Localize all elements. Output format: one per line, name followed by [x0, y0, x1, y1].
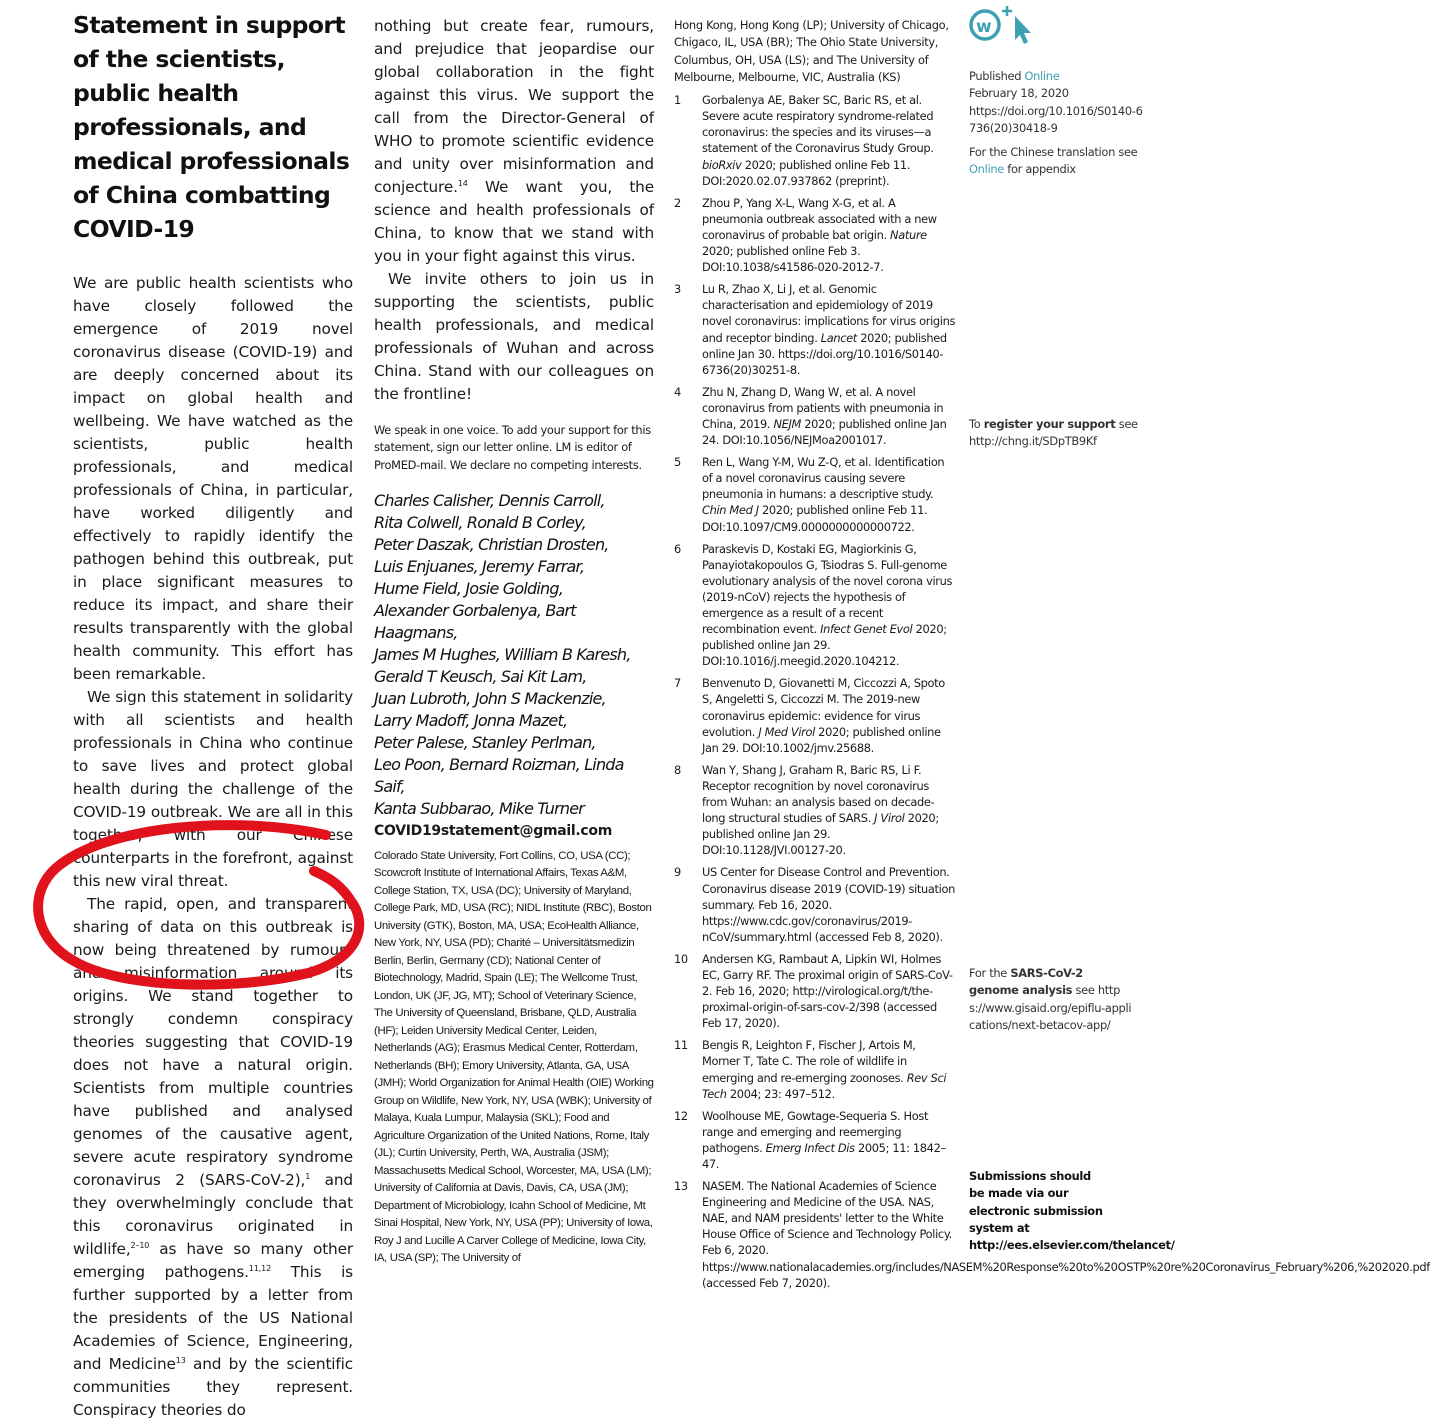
affiliations: Colorado State University, Fort Collins, CO, USA (CC); Scowcroft Institute of International Affairs, Texas A&M, College Station, TX, USA (DC); University of Maryland, College Park, MD, USA (RC); NIDL Institute (RBC), Boston University (GTK), Boston, MA, USA; EcoHealth Alliance, New York, NY, USA (PD); Charité – Universitätsmedizin Berlin, Berlin, Germany (CD); National Center of Biotechnology, Madrid, Spain (LE); The Wellcome Trust, London, UK (JF, JG, MT); School of Veterinary Science, The University of Queensland, Brisbane, QLD, Australia (HF); Leiden University Medical Center, Leiden, Netherlands (AG); Erasmus Medical Center, Rotterdam, Netherlands (BH); Emory University, Atlanta, GA, USA (JMH); World Organization for Animal Health (OIE) Working Group on Wildlife, New York, NY, USA (WBK); University of Malaya, Kuala Lumpur, Malaysia (SKL); Food and Agriculture Organization of the United Nations, Rome, Italy (JL); Curtin University, Perth, WA, Australia (JSM); Massachusetts Medical School, Worcester, MA, USA (LM); University of California at Davis, Davis, CA, USA (JM); Department of Microbiology, Icahn School of Medicine, Mt Sinai Hospital, New York, NY, USA (PP); University of Iowa, Roy J and Lucille A Carver College of Medicine, Iowa City, IA, USA (SP); The University of [374, 849, 654, 1265]
reference-text: Wan Y, Shang J, Graham R, Baric RS, Li F. Receptor recognition by novel coronavirus from Wuhan: an analysis based on decade-long structural studies of SARS. [702, 762, 935, 826]
published-line [969, 68, 1149, 85]
reference-details: 2020; published online Jan 29. DOI:10.1016/j.meegid.2020.104212. [702, 622, 947, 669]
reference-text: Paraskevis D, Kostaki EG, Magiorkinis G, Panayiotakopoulos G, Tsiodras S. Full-genome evolutionary analysis of the novel corona virus (2019-nCoV) rejects the hypothesis of emergence as a result of a recent recombination event. [702, 541, 953, 637]
signer-line: Hume Field, Josie Golding, [374, 578, 563, 598]
text-span: nothing but create fear, rumours, and prejudice that jeopardise our global collaboration in the fight against this virus. We support the call from the Director-General of WHO to promote scientific evidence and unity over misinformation and conjecture. [374, 17, 654, 196]
citation: 13 [175, 1355, 186, 1365]
reference-text: Andersen KG, Rambaut A, Lipkin WI, Holmes EC, Garry RF. The proximal origin of SARS-CoV-2. Feb 16, 2020; http://virological.org/t/the-proximal-origin-of-sars-cov-2/398 (accessed Feb 17, 2020). [702, 951, 953, 1031]
signer-line: James M Hughes, William B Karesh, [374, 644, 631, 664]
chinese-pre: For the Chinese translation see [969, 145, 1138, 160]
doi-link[interactable]: https://doi.org/10.1016/S0140-6736(20)30418-9 [969, 103, 1143, 135]
reference-journal: Emerg Infect Dis [765, 1140, 855, 1155]
reference-number: 2 [674, 195, 681, 210]
chinese-online-link[interactable]: Online [969, 162, 1004, 177]
genome-pre: For the [969, 966, 1011, 980]
reference-details: 2020; published online Feb 11. DOI:2020.02.07.937862 (preprint). [702, 157, 910, 188]
text-span: The rapid, open, and transparent sharing of data on this outbreak is now being threatened by rumours and misinformation around its origins. We stand together to strongly condemn conspiracy theories suggesting that COVID-19 does not have a natural origin. Scientists from multiple countries have published and analysed genomes of the causative agent, severe acute respiratory syndrome coronavirus 2 (SARS-CoV-2), [73, 895, 353, 1189]
publication-info [969, 68, 1149, 179]
text-span: This is further supported by a letter from the presidents of the US National Academies of Science, Engineering, and Medicine [73, 1263, 353, 1373]
reference-item [674, 675, 956, 755]
citation: 2–10 [130, 1240, 150, 1250]
text-span: and by the scientific communities they represent. Conspiracy theories do [73, 1355, 353, 1419]
reference-number: 4 [674, 384, 681, 399]
reference-text: Zhu N, Zhang D, Wang W, et al. A novel coronavirus from patients with pneumonia in China, 2019. [702, 384, 944, 431]
published-date: February 18, 2020 [969, 86, 1069, 101]
reference-item [674, 1037, 956, 1101]
reference-item [674, 762, 956, 859]
article-title: Statement in support of the scientists, public health professionals, and medical professionals of China combatting COVID-19 [73, 11, 350, 243]
reference-number: 6 [674, 541, 681, 556]
web-extra-logo-icon [969, 2, 1039, 46]
reference-item [674, 864, 956, 944]
declaration: We speak in one voice. To add your support for this statement, sign our letter online. LM is editor of ProMED-mail. We declare no competing interests. [374, 423, 651, 472]
reference-text: Woolhouse ME, Gowtage-Sequeria S. Host range and emerging and reemerging pathogens. [702, 1108, 929, 1155]
reference-details: 2020; published online Jan 24. DOI:10.1056/NEJMoa2001017. [702, 416, 947, 448]
submissions-note: Submissions should be made via our electronic submission system at http://ees.elsevier.com/thelancet/ [969, 1169, 1175, 1253]
genome-analysis-note [969, 965, 1134, 1034]
paragraph-5: We invite others to join us in supporting the scientists, public health professionals, and medical professionals of Wuhan and across China. Stand with our colleagues on the frontline! [374, 270, 654, 403]
published-online-link[interactable]: Online [1024, 69, 1060, 83]
reference-text: Benvenuto D, Giovanetti M, Ciccozzi A, Spoto S, Angeletti S, Ciccozzi M. The 2019-new coronavirus epidemic: evidence for virus evolution. [702, 676, 945, 739]
signer-line: Larry Madoff, Jonna Mazet, [374, 710, 568, 730]
reference-journal: Lancet [820, 330, 857, 345]
reference-journal: Chin Med J [702, 503, 759, 518]
signer-line: Kanta Subbarao, Mike Turner [374, 798, 585, 818]
reference-number: 5 [674, 455, 681, 470]
reference-details: 2020; published online Jan 29. DOI:10.1128/JVI.00127-20. [702, 811, 939, 858]
reference-details: 2020; published online Jan 30. https://doi.org/10.1016/S0140-6736(20)30251-8. [702, 330, 947, 377]
reference-journal: bioRxiv [702, 157, 742, 172]
signer-line: Juan Lubroth, John S Mackenzie, [374, 688, 606, 708]
paragraph-4 [374, 15, 654, 268]
reference-number: 1 [674, 93, 681, 108]
chinese-post: for appendix [1003, 162, 1076, 177]
reference-details: 2005; 11: 1842–47. [702, 1140, 946, 1171]
reference-journal: Rev Sci Tech [702, 1070, 947, 1101]
register-support-note [969, 416, 1149, 451]
citation: 1 [305, 1171, 311, 1181]
reference-number: 10 [674, 951, 688, 966]
reference-text: Zhou P, Yang X-L, Wang X-G, et al. A pneumonia outbreak associated with a new coronavirus of probable bat origin. [702, 195, 937, 242]
signer-line: Peter Daszak, Christian Drosten, [374, 534, 609, 554]
reference-text: Ren L, Wang Y-M, Wu Z-Q, et al. Identification of a novel coronavirus causing severe pneumonia in humans: a descriptive study. [702, 455, 945, 502]
register-url[interactable]: http://chng.it/SDpTB9Kf [969, 434, 1097, 449]
reference-number: 3 [674, 282, 681, 297]
reference-number: 7 [674, 676, 681, 691]
signer-line: Rita Colwell, Ronald B Corley, [374, 512, 586, 532]
genome-bold: SARS-CoV-2 genome analysis [969, 966, 1083, 998]
reference-text: NASEM. The National Academies of Science Engineering and Medicine of the USA. NAS, NAE, and NAM presidents' letter to the White House Office of Science and Technology Policy. Feb 6, 2020. https://www.nationalacademies.org/includes/NASEM%20Response%20to%20OSTP%20re%20Coronavirus_February%206,%202020.pdf (accessed Feb 7, 2020). [702, 1179, 1430, 1290]
reference-number: 11 [674, 1038, 688, 1053]
reference-details: 2020; published online Feb 3. DOI:10.1038/s41586-020-2012-7. [702, 244, 884, 275]
reference-number: 12 [674, 1108, 688, 1123]
reference-journal: Infect Genet Evol [820, 622, 913, 637]
reference-text: Bengis R, Leighton F, Fischer J, Artois M, Morner T, Tate C. The role of wildlife in emerging and re-emerging zoonoses. [702, 1038, 916, 1085]
reference-text: US Center for Disease Control and Prevention. Coronavirus disease 2019 (COVID-19) situation summary. Feb 16, 2020. https://www.cdc.gov/coronavirus/2019-nCoV/summary.html (accessed Feb 8, 2020). [702, 865, 955, 944]
paragraph-1: We are public health scientists who have closely followed the emergence of 2019 novel coronavirus disease (COVID-19) and are deeply concerned about its impact on global health and wellbeing. We have watched as the scientists, public health professionals, and medical professionals of China, in particular, have worked diligently and effectively to rapidly identify the pathogen behind this outbreak, put in place significant measures to reduce its impact, and share their results transparently with the global health community. This effort has been remarkable. [73, 274, 353, 683]
register-bold: register your support [983, 417, 1116, 431]
reference-item [674, 454, 956, 534]
text-span: and they overwhelmingly conclude that this coronavirus originated in wildlife, [73, 1171, 353, 1258]
reference-journal: Nature [890, 227, 927, 242]
published-label: Published [969, 69, 1025, 83]
column-1 [73, 0, 353, 1422]
signer-line: Leo Poon, Bernard Roizman, Linda Saif, [374, 754, 624, 796]
reference-item [674, 541, 956, 670]
text-span: We want you, the science and health professionals of China, to know that we stand with you in your fight against this virus. [374, 178, 654, 265]
chinese-translation-note [969, 144, 1149, 179]
signer-line: Alexander Gorbalenya, Bart Haagmans, [374, 600, 576, 642]
register-pre: To [969, 417, 984, 431]
reference-item [674, 92, 956, 189]
signer-line: Charles Calisher, Dennis Carroll, [374, 490, 605, 510]
reference-item [674, 195, 956, 275]
reference-text: Gorbalenya AE, Baker SC, Baric RS, et al. Severe acute respiratory syndrome-related coronavirus: the species and its viruses—a statement of the Coronavirus Study Group. [702, 93, 934, 156]
reference-text: Lu R, Zhao X, Li J, et al. Genomic characterisation and epidemiology of 2019 novel coronavirus: implications for virus origins and receptor binding. [702, 282, 956, 345]
reference-item [674, 951, 956, 1031]
reference-journal: NEJM [773, 416, 801, 431]
column-2 [374, 0, 654, 1268]
reference-details: 2020; published online Feb 11. DOI:10.1097/CM9.0000000000000722. [702, 503, 928, 534]
svg-text:w: w [976, 17, 992, 37]
affiliations-continued: Hong Kong, Hong Kong (LP); University of Chicago, Chigaco, IL, USA (BR); The Ohio State University, Columbus, OH, USA (LS); and The University of Melbourne, Melbourne, VIC, Australia (KS) [674, 18, 949, 84]
reference-item [674, 384, 956, 448]
citation: 14 [457, 178, 468, 188]
citation: 11,12 [248, 1263, 272, 1273]
contact-email[interactable]: COVID19statement@gmail.com [374, 822, 613, 839]
reference-number: 8 [674, 762, 681, 777]
genome-post: see https://www.gisaid.org/epiflu-applications/next-betacov-app/ [969, 983, 1132, 1032]
annotation-circle [26, 813, 370, 991]
reference-item [674, 1108, 956, 1172]
signer-line: Gerald T Keusch, Sai Kit Lam, [374, 666, 587, 686]
reference-details: 2020; published online Jan 29. DOI:10.1002/jmv.25688. [702, 724, 941, 755]
text-span: as have so many other emerging pathogens. [73, 1240, 353, 1281]
reference-item [674, 281, 956, 378]
signer-line: Luis Enjuanes, Jeremy Farrar, [374, 556, 585, 576]
signers-list [374, 490, 654, 820]
signer-line: Peter Palese, Stanley Perlman, [374, 732, 596, 752]
paragraph-2: We sign this statement in solidarity with all scientists and health professionals in China who continue to save lives and protect global health during the challenge of the COVID-19 outbreak. We are all in this together, with our Chinese counterparts in the forefront, against this new viral threat. [73, 688, 353, 890]
reference-journal: J Med Virol [758, 724, 815, 739]
reference-details: 2004; 23: 497–512. [726, 1086, 835, 1101]
register-post: see [1115, 417, 1138, 431]
reference-journal: J Virol [874, 811, 905, 826]
reference-number: 9 [674, 865, 681, 880]
reference-number: 13 [674, 1179, 688, 1194]
